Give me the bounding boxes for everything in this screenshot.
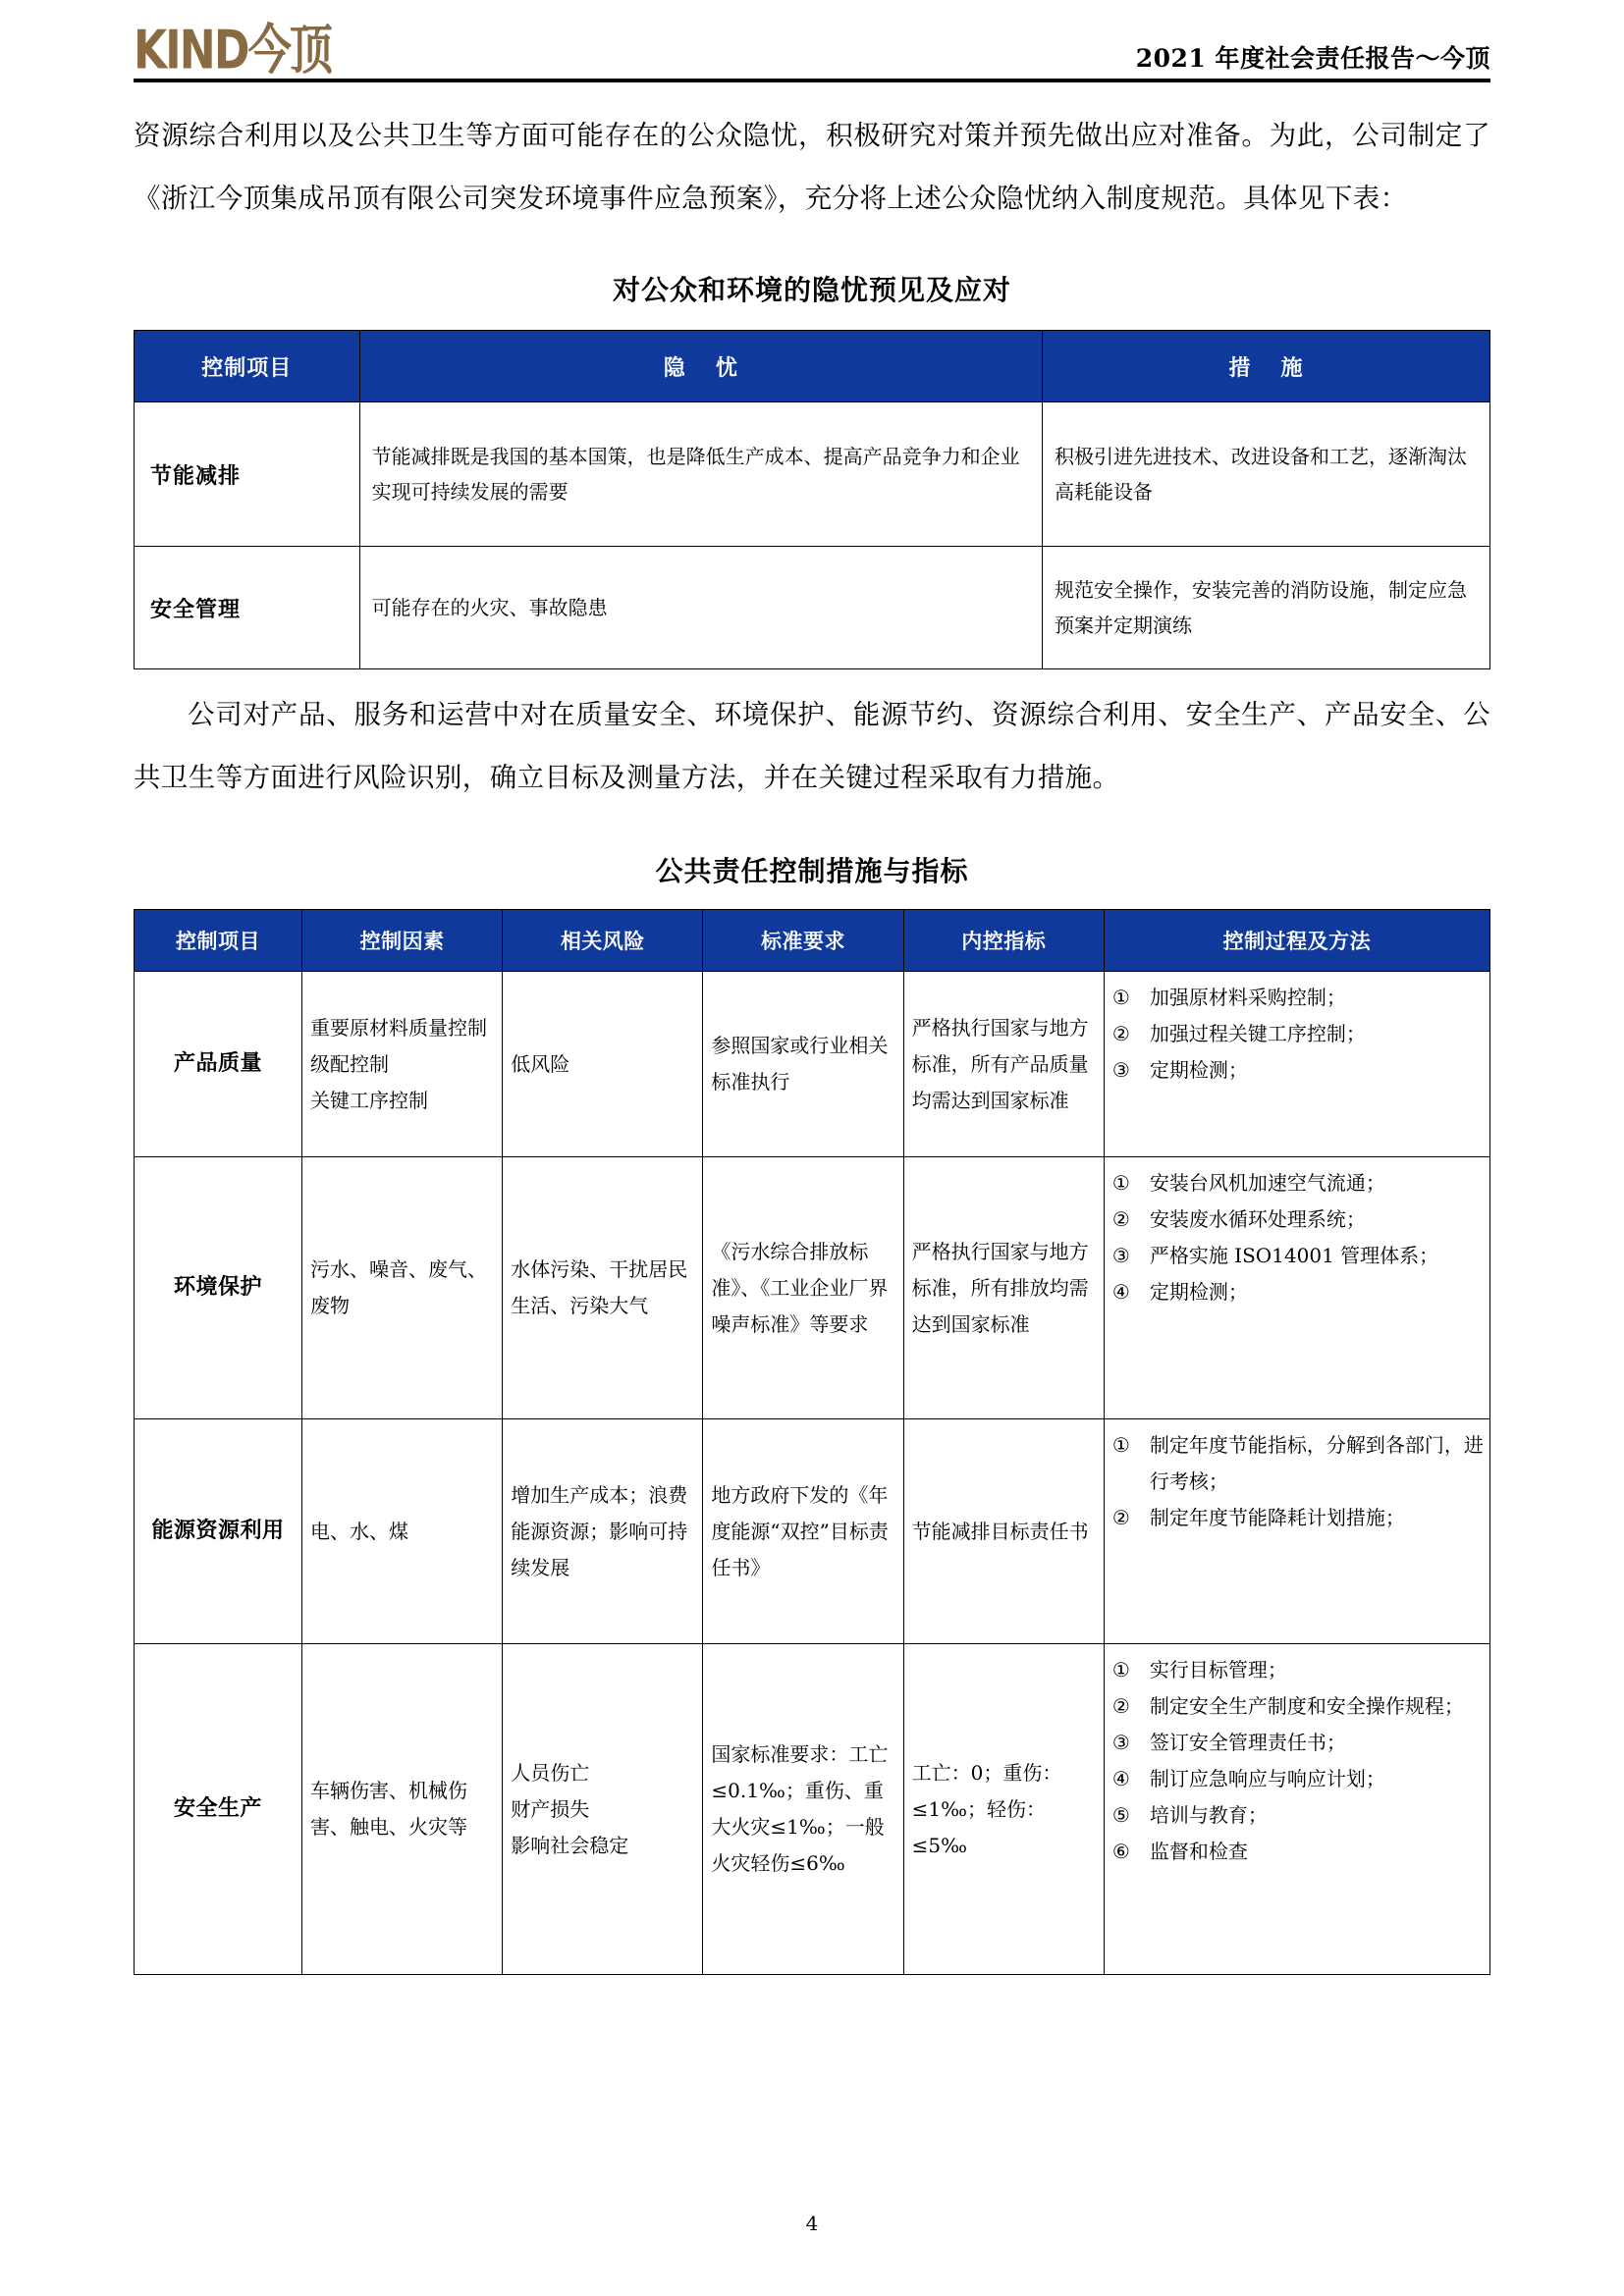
method-item [1112,1201,1484,1238]
method-number: ② [1111,1207,1130,1231]
method-text: 实行目标管理； [1149,1658,1287,1682]
method-item [1112,980,1484,1016]
method-text: 制定年度节能指标，分解到各部门，进行考核； [1149,1433,1484,1493]
table1-r1-measure: 积极引进先进技术、改进设备和工艺，逐渐淘汰高耗能设备 [1043,402,1490,547]
table2-r3-factor: 电、水、煤 [302,1419,503,1644]
table1-r2-item: 安全管理 [135,547,360,669]
table2-r4-indicator: 工亡：0；重伤：≤1‰；轻伤：≤5‰ [903,1644,1104,1975]
table2-r3-indicator: 节能减排目标责任书 [903,1419,1104,1644]
header-title: 2021 年度社会责任报告～今顶 [1135,44,1490,73]
table1-r2-concern: 可能存在的火灾、事故隐患 [359,547,1042,669]
method-item [1112,1052,1484,1089]
table2-r3-item: 能源资源利用 [135,1419,302,1644]
method-item [1112,1797,1484,1834]
table2-r3-standard: 地方政府下发的《年度能源“双控”目标责任书》 [703,1419,903,1644]
method-item [1112,1761,1484,1797]
table-row [135,1157,1490,1419]
table2-r2-factor: 污水、噪音、废气、废物 [302,1157,503,1419]
table1-header-row [135,331,1490,402]
table2-r1-risk: 低风险 [503,972,703,1157]
method-item [1112,1427,1484,1500]
public-responsibility-control-table [134,909,1490,1975]
table2-r4-risk: 人员伤亡 财产损失 影响社会稳定 [503,1644,703,1975]
method-number: ① [1111,1433,1130,1457]
method-item [1112,1834,1484,1870]
method-text: 制定年度节能降耗计划措施； [1149,1506,1405,1529]
table2-col-risk: 相关风险 [503,910,703,972]
method-number: ③ [1111,1244,1130,1267]
method-number: ④ [1111,1280,1130,1304]
table1-r2-measure: 规范安全操作，安装完善的消防设施，制定应急预案并定期演练 [1043,547,1490,669]
table2-r2-item: 环境保护 [135,1157,302,1419]
method-item [1112,1016,1484,1052]
table1-title: 对公众和环境的隐忧预见及应对 [612,274,1011,306]
method-number: ① [1111,1171,1130,1195]
method-text: 定期检测； [1149,1280,1248,1304]
table2-r4-standard: 国家标准要求：工亡≤0.1‰；重伤、重大火灾≤1‰；一般火灾轻伤≤6‰ [703,1644,903,1975]
table2-title: 公共责任控制措施与指标 [655,855,969,887]
method-number: ① [1111,1658,1130,1682]
table1-col-item: 控制项目 [135,331,360,402]
method-number: ④ [1111,1767,1130,1790]
method-text: 安装台风机加速空气流通； [1149,1171,1385,1195]
table2-col-item: 控制项目 [135,910,302,972]
table1-col-concern: 隐 忧 [359,331,1042,402]
table1-col-measure: 措 施 [1043,331,1490,402]
table2-col-methods: 控制过程及方法 [1104,910,1489,972]
table2-col-standard: 标准要求 [703,910,903,972]
table2-r4-item: 安全生产 [135,1644,302,1975]
table2-r4-factor: 车辆伤害、机械伤害、触电、火灾等 [302,1644,503,1975]
table2-r1-factor: 重要原材料质量控制 级配控制 关键工序控制 [302,972,503,1157]
method-item [1112,1688,1484,1725]
table2-r4-methods [1104,1644,1489,1975]
method-text: 制定安全生产制度和安全操作规程； [1149,1694,1464,1718]
table2-r1-methods [1104,972,1489,1157]
method-item [1112,1274,1484,1310]
table1-r1-concern: 节能减排既是我国的基本国策，也是降低生产成本、提高产品竞争力和企业实现可持续发展的需要 [359,402,1042,547]
method-text: 定期检测； [1149,1058,1248,1082]
table-row [135,547,1490,669]
method-number: ③ [1111,1058,1130,1082]
table2-r1-indicator: 严格执行国家与地方标准，所有产品质量均需达到国家标准 [903,972,1104,1157]
page-header [134,0,1490,82]
method-text: 签订安全管理责任书； [1149,1731,1346,1754]
method-text: 安装废水循环处理系统； [1149,1207,1366,1231]
method-text: 加强原材料采购控制； [1149,986,1346,1009]
method-number: ② [1111,1694,1130,1718]
method-item [1112,1500,1484,1536]
method-item [1112,1165,1484,1201]
table2-r2-methods [1104,1157,1489,1419]
table-row [135,1419,1490,1644]
public-environment-concerns-table [134,330,1490,669]
company-logo: KIND今顶 [134,19,332,81]
method-number: ① [1111,986,1130,1009]
table-row [135,402,1490,547]
method-item [1112,1238,1484,1274]
method-number: ⑥ [1111,1840,1130,1863]
table2-r3-methods [1104,1419,1489,1644]
method-text: 制订应急响应与响应计划； [1149,1767,1385,1790]
page-number: 4 [805,2212,819,2235]
method-number: ② [1111,1506,1130,1529]
table2-col-indicator: 内控指标 [903,910,1104,972]
table-row [135,1644,1490,1975]
table1-r1-item: 节能减排 [135,402,360,547]
paragraph-intro: 资源综合利用以及公共卫生等方面可能存在的公众隐忧，积极研究对策并预先做出应对准备。为此，公司制定了《浙江今顶集成吊顶有限公司突发环境事件应急预案》，充分将上述公众隐忧纳入制度规范。具体见下表： [134,120,1490,214]
table2-r1-standard: 参照国家或行业相关标准执行 [703,972,903,1157]
method-number: ② [1111,1022,1130,1045]
table2-col-factor: 控制因素 [302,910,503,972]
method-number: ③ [1111,1731,1130,1754]
method-item [1112,1652,1484,1688]
method-text: 加强过程关键工序控制； [1149,1022,1366,1045]
table-row [135,972,1490,1157]
table2-r3-risk: 增加生产成本；浪费能源资源；影响可持续发展 [503,1419,703,1644]
method-item [1112,1725,1484,1761]
table2-r2-indicator: 严格执行国家与地方标准，所有排放均需达到国家标准 [903,1157,1104,1419]
table2-r1-item: 产品质量 [135,972,302,1157]
paragraph-risk-identification: 公司对产品、服务和运营中对在质量安全、环境保护、能源节约、资源综合利用、安全生产、产品安全、公共卫生等方面进行风险识别，确立目标及测量方法，并在关键过程采取有力措施。 [134,699,1490,793]
table2-header-row [135,910,1490,972]
method-text: 培训与教育； [1149,1803,1268,1827]
page-content [134,104,1490,1975]
method-number: ⑤ [1111,1803,1130,1827]
method-text: 严格实施 ISO14001 管理体系； [1149,1244,1439,1267]
table2-r2-standard: 《污水综合排放标准》、《工业企业厂界噪声标准》等要求 [703,1157,903,1419]
method-text: 监督和检查 [1149,1840,1248,1863]
table2-r2-risk: 水体污染、干扰居民生活、污染大气 [503,1157,703,1419]
